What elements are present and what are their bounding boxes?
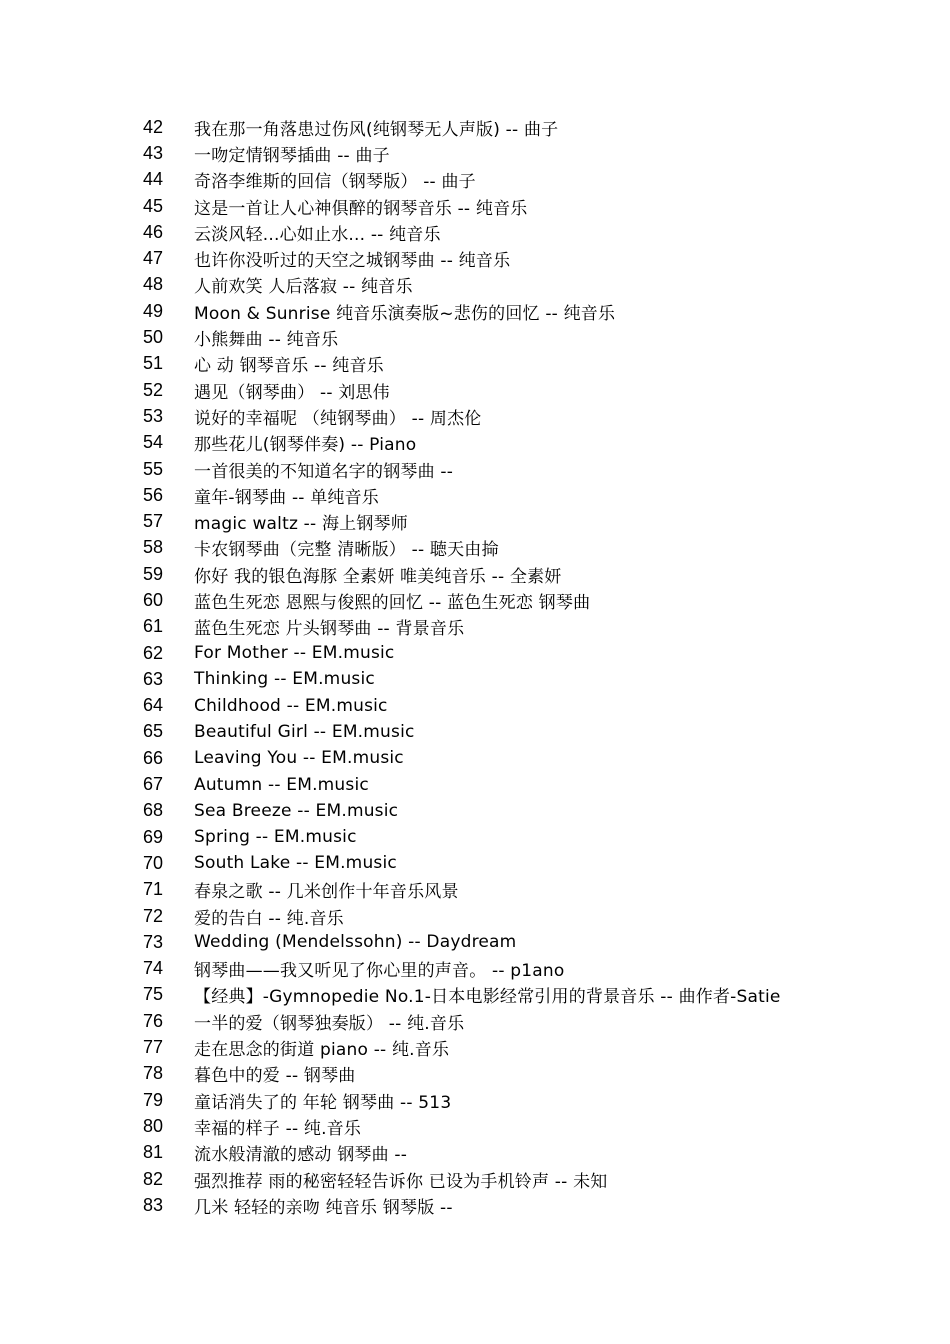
track-number: 81 (143, 1142, 164, 1163)
list-item (143, 114, 923, 140)
track-number: 83 (143, 1194, 164, 1215)
track-number: 61 (143, 616, 164, 637)
track-title: 那些花儿(钢琴伴奏) -- Piano (194, 435, 417, 456)
track-number: 75 (143, 984, 164, 1005)
track-number: 73 (143, 931, 164, 952)
track-number: 59 (143, 563, 164, 584)
track-number: 69 (143, 826, 164, 847)
list-item (143, 1034, 923, 1060)
track-title: 卡农钢琴曲（完整 清晰版） -- 聴天由掵 (194, 540, 499, 561)
track-title: Beautiful Girl -- EM.music (194, 721, 415, 742)
track-number: 45 (143, 195, 164, 216)
track-number: 46 (143, 221, 164, 242)
list-item (143, 193, 923, 219)
list-item (143, 771, 923, 797)
list-item (143, 850, 923, 876)
track-number: 56 (143, 484, 164, 505)
track-number: 43 (143, 142, 164, 163)
list-item (143, 298, 923, 324)
list-item (143, 1140, 923, 1166)
track-title: 【经典】-Gymnopedie No.1-日本电影经常引用的背景音乐 -- 曲作者-Satie (194, 987, 781, 1008)
track-number: 58 (143, 537, 164, 558)
track-number: 49 (143, 300, 164, 321)
track-number: 71 (143, 879, 164, 900)
track-number: 53 (143, 405, 164, 426)
track-number: 68 (143, 800, 164, 821)
list-item (143, 877, 923, 903)
list-item (143, 377, 923, 403)
list-item (143, 1113, 923, 1139)
track-title: 遇见（钢琴曲） -- 刘思伟 (194, 382, 390, 403)
track-title: 几米 轻轻的亲吻 纯音乐 钢琴版 -- (194, 1197, 453, 1218)
track-number: 64 (143, 695, 164, 716)
list-item (143, 745, 923, 771)
track-number: 77 (143, 1037, 164, 1058)
list-item (143, 561, 923, 587)
track-title: 走在思念的街道 piano -- 纯.音乐 (194, 1040, 450, 1061)
list-item (143, 456, 923, 482)
track-title: 云淡风轻...心如止水... -- 纯音乐 (194, 224, 441, 245)
track-number: 60 (143, 589, 164, 610)
track-title: Sea Breeze -- EM.music (194, 800, 399, 821)
track-number: 52 (143, 379, 164, 400)
track-title: 我在那一角落患过伤风(纯钢琴无人声版) -- 曲子 (194, 119, 559, 140)
list-item (143, 1192, 923, 1218)
track-title: 也许你没听过的天空之城钢琴曲 -- 纯音乐 (194, 251, 511, 272)
track-number: 70 (143, 852, 164, 873)
track-title: Spring -- EM.music (194, 827, 357, 848)
track-number: 42 (143, 116, 164, 137)
track-title: 童话消失了的 年轮 钢琴曲 -- 513 (194, 1092, 452, 1113)
track-title: Leaving You -- EM.music (194, 748, 404, 769)
list-item (143, 1008, 923, 1034)
list-item (143, 430, 923, 456)
list-item (143, 167, 923, 193)
list-item (143, 719, 923, 745)
track-title: 心 动 钢琴音乐 -- 纯音乐 (194, 356, 384, 377)
track-number: 48 (143, 274, 164, 295)
list-item (143, 956, 923, 982)
track-title: 童年-钢琴曲 -- 单纯音乐 (194, 487, 380, 508)
list-item (143, 324, 923, 350)
list-item (143, 140, 923, 166)
track-title: 流水般清澈的感动 钢琴曲 -- (194, 1145, 408, 1166)
track-number: 55 (143, 458, 164, 479)
track-title: 一半的爱（钢琴独奏版） -- 纯.音乐 (194, 1013, 465, 1034)
track-title: 蓝色生死恋 恩熙与俊熙的回忆 -- 蓝色生死恋 钢琴曲 (194, 592, 591, 613)
list-item (143, 693, 923, 719)
track-title: 小熊舞曲 -- 纯音乐 (194, 330, 339, 351)
track-title: 幸福的样子 -- 纯.音乐 (194, 1118, 362, 1139)
list-item (143, 929, 923, 955)
list-item (143, 824, 923, 850)
list-item (143, 587, 923, 613)
track-number: 82 (143, 1168, 164, 1189)
track-number: 63 (143, 668, 164, 689)
list-item (143, 219, 923, 245)
track-title: 人前欢笑 人后落寂 -- 纯音乐 (194, 277, 413, 298)
track-number: 79 (143, 1089, 164, 1110)
track-title: 这是一首让人心神俱醉的钢琴音乐 -- 纯音乐 (194, 198, 528, 219)
track-title: magic waltz -- 海上钢琴师 (194, 514, 408, 535)
list-item (143, 272, 923, 298)
track-number: 74 (143, 958, 164, 979)
track-number: 47 (143, 248, 164, 269)
track-number: 72 (143, 905, 164, 926)
track-number: 78 (143, 1063, 164, 1084)
track-title: Thinking -- EM.music (194, 669, 375, 690)
track-title: 强烈推荐 雨的秘密轻轻告诉你 已设为手机铃声 -- 未知 (194, 1171, 608, 1192)
list-item (143, 535, 923, 561)
track-list (143, 114, 923, 1218)
track-title: 你好 我的银色海豚 全素妍 唯美纯音乐 -- 全素妍 (194, 566, 562, 587)
list-item (143, 982, 923, 1008)
track-title: 奇洛李维斯的回信（钢琴版） -- 曲子 (194, 172, 476, 193)
track-title: 爱的告白 -- 纯.音乐 (194, 908, 344, 929)
track-number: 67 (143, 774, 164, 795)
list-item (143, 482, 923, 508)
track-number: 57 (143, 511, 164, 532)
track-number: 44 (143, 169, 164, 190)
list-item (143, 903, 923, 929)
track-number: 65 (143, 721, 164, 742)
track-title: 说好的幸福呢 （纯钢琴曲） -- 周杰伦 (194, 408, 482, 429)
track-title: 蓝色生死恋 片头钢琴曲 -- 背景音乐 (194, 619, 465, 640)
list-item (143, 666, 923, 692)
track-title: 暮色中的爱 -- 钢琴曲 (194, 1066, 356, 1087)
list-item (143, 614, 923, 640)
track-title: South Lake -- EM.music (194, 853, 397, 874)
track-title: For Mother -- EM.music (194, 643, 395, 664)
list-item (143, 1061, 923, 1087)
list-item (143, 640, 923, 666)
track-title: 钢琴曲——我又听见了你心里的声音。 -- p1ano (194, 961, 565, 982)
track-title: Autumn -- EM.music (194, 774, 369, 795)
list-item (143, 1087, 923, 1113)
track-number: 76 (143, 1010, 164, 1031)
track-title: Wedding (Mendelssohn) -- Daydream (194, 932, 517, 953)
track-number: 50 (143, 327, 164, 348)
track-number: 54 (143, 432, 164, 453)
track-number: 80 (143, 1115, 164, 1136)
track-title: 一吻定情钢琴插曲 -- 曲子 (194, 145, 390, 166)
list-item (143, 508, 923, 534)
track-number: 66 (143, 747, 164, 768)
track-title: Moon & Sunrise 纯音乐演奏版~悲伤的回忆 -- 纯音乐 (194, 303, 616, 324)
list-item (143, 351, 923, 377)
list-item (143, 245, 923, 271)
list-item (143, 1166, 923, 1192)
track-title: 一首很美的不知道名字的钢琴曲 -- (194, 461, 454, 482)
track-number: 62 (143, 642, 164, 663)
track-title: Childhood -- EM.music (194, 695, 388, 716)
list-item (143, 798, 923, 824)
track-number: 51 (143, 353, 164, 374)
list-item (143, 403, 923, 429)
track-title: 春泉之歌 -- 几米创作十年音乐风景 (194, 882, 459, 903)
